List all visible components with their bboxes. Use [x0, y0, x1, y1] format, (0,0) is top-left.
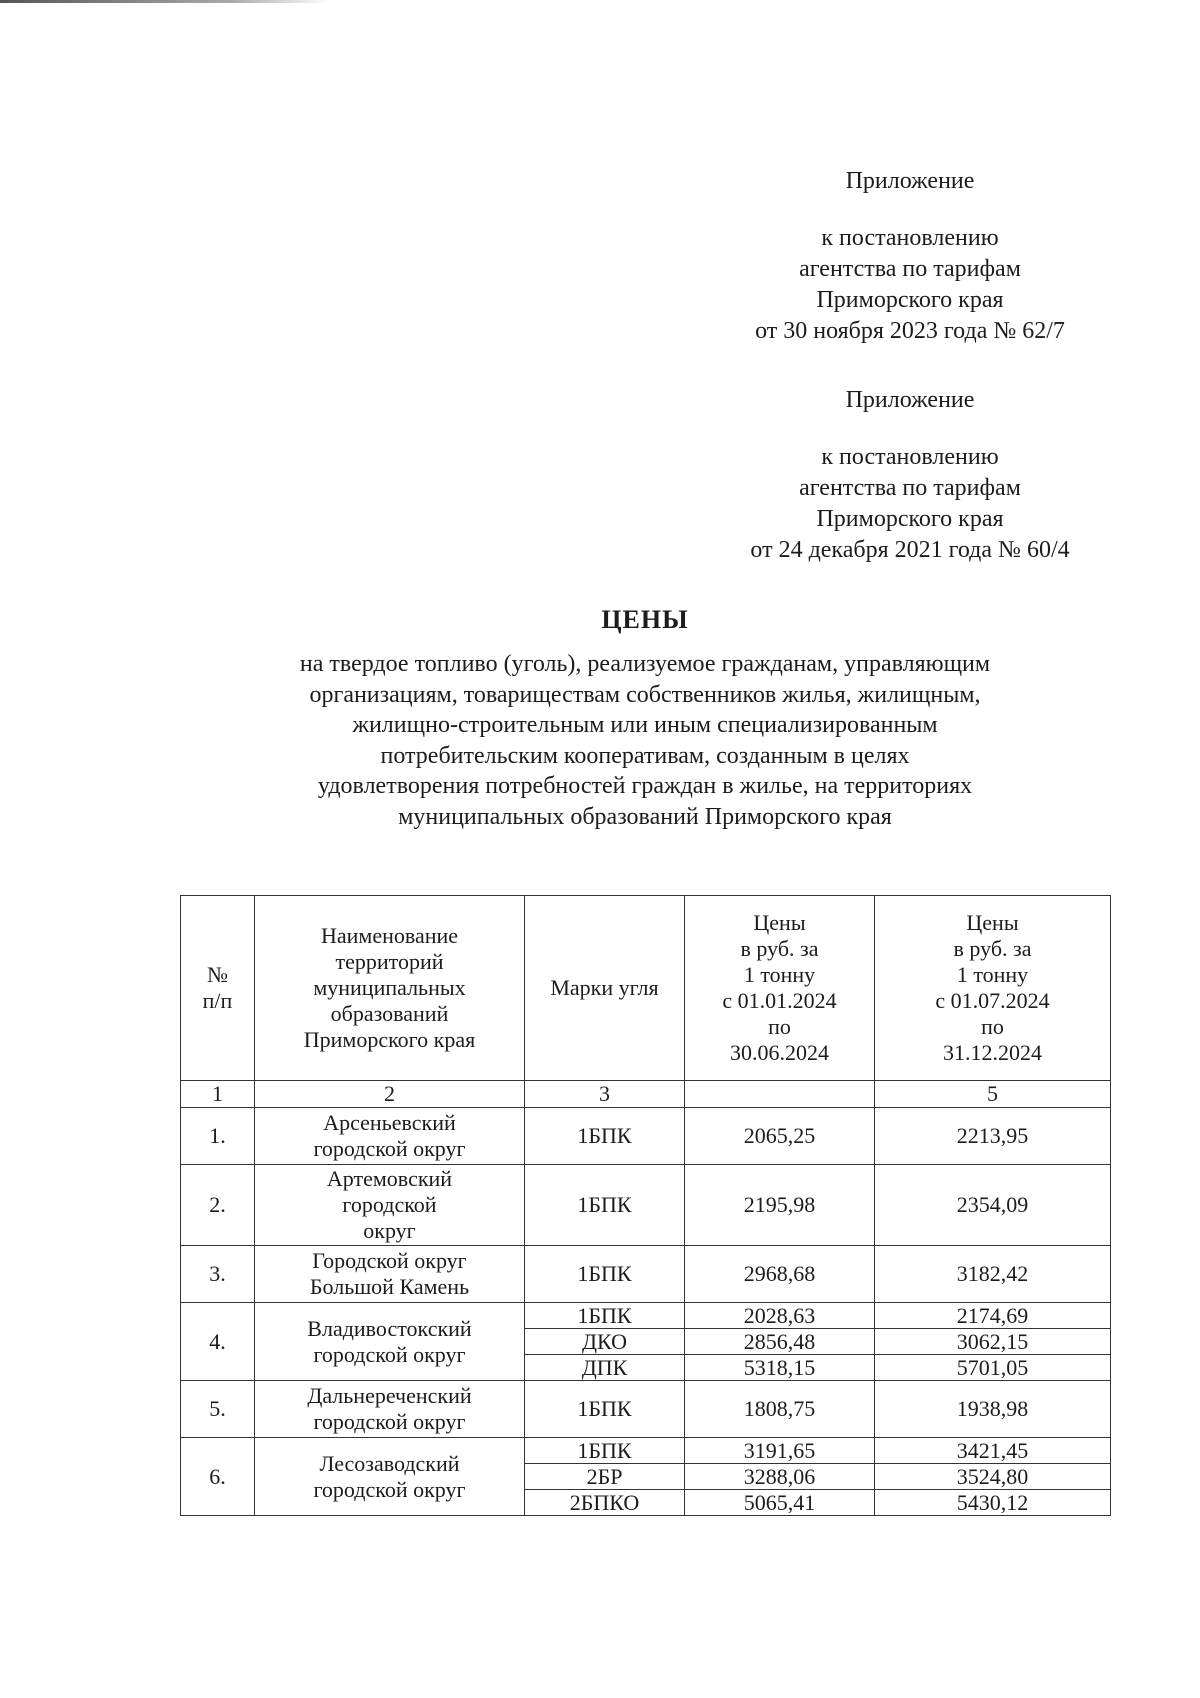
- price-h2: 3182,42: [875, 1246, 1111, 1303]
- price-h1: 5318,15: [685, 1355, 875, 1381]
- table-row: [181, 1303, 1111, 1329]
- scan-edge-mark: [0, 0, 330, 3]
- coal-grade: 1БПК: [525, 1438, 685, 1464]
- territory-line: Лесозаводский: [319, 1450, 460, 1476]
- header-line: Приморского края: [303, 1027, 476, 1052]
- price-h2: 2213,95: [875, 1108, 1111, 1165]
- territory-line: Большой Камень: [309, 1274, 470, 1299]
- coal-grade: 1БПК: [525, 1303, 685, 1329]
- header-line: Марки угля: [550, 975, 659, 1000]
- price-h2: 3421,45: [875, 1438, 1111, 1464]
- price-h1: 3288,06: [685, 1464, 875, 1490]
- document-subtitle: [160, 649, 1130, 832]
- header-line: с 01.07.2024: [935, 988, 1050, 1013]
- header-line: в руб. за: [953, 936, 1032, 961]
- column-number: 3: [525, 1081, 685, 1108]
- header-line: Цены: [966, 910, 1019, 935]
- territory-line: городской округ: [313, 1476, 466, 1502]
- appendix-line: от 24 декабря 2021 года № 60/4: [750, 537, 1070, 563]
- price-h2: 1938,98: [875, 1381, 1111, 1438]
- row-number: 5.: [181, 1381, 255, 1438]
- territory-line: Городской округ: [312, 1248, 467, 1273]
- header-line: по: [981, 1014, 1004, 1039]
- header-line: Цены: [753, 910, 806, 935]
- header-line: образований: [330, 1001, 449, 1026]
- table-row: [181, 1165, 1111, 1246]
- header-name: [255, 896, 525, 1081]
- subtitle-line: на твердое топливо (уголь), реализуемое гражданам, управляющим: [299, 651, 991, 677]
- appendix-block-2021: [700, 385, 1120, 566]
- row-number: 6.: [181, 1438, 255, 1516]
- territory-line: городской округ: [313, 1136, 466, 1161]
- subtitle-line: жилищно-строительным или иным специализированным: [352, 712, 938, 738]
- price-h1: 2195,98: [685, 1165, 875, 1246]
- subtitle-line: организациям, товариществам собственников жилья, жилищным,: [309, 681, 981, 708]
- appendix-block-2023: [700, 166, 1120, 347]
- territory-name: [255, 1438, 525, 1516]
- territory-line: городской округ: [313, 1409, 466, 1434]
- price-h2: 5701,05: [875, 1355, 1111, 1381]
- territory-name: [255, 1165, 525, 1246]
- header-line: Наименование: [320, 923, 459, 948]
- coal-grade: 1БПК: [525, 1246, 685, 1303]
- territory-name: [255, 1108, 525, 1165]
- table-row: [181, 1438, 1111, 1464]
- column-number: 2: [255, 1081, 525, 1108]
- column-number: [685, 1081, 875, 1108]
- coal-grade: 2БР: [525, 1464, 685, 1490]
- header-line: п/п: [202, 988, 233, 1013]
- header-line: 30.06.2024: [730, 1040, 829, 1065]
- coal-grade: ДКО: [525, 1329, 685, 1355]
- table-row: [181, 1246, 1111, 1303]
- row-number: 4.: [181, 1303, 255, 1381]
- header-price-h2: [875, 896, 1111, 1081]
- row-number: 3.: [181, 1246, 255, 1303]
- territory-line: Арсеньевский: [323, 1110, 456, 1135]
- header-line: по: [768, 1014, 791, 1039]
- price-h2: 2354,09: [875, 1165, 1111, 1246]
- header-line: 1 тонну: [956, 962, 1029, 987]
- territory-line: Артемовский: [326, 1166, 453, 1191]
- column-number: 1: [181, 1081, 255, 1108]
- coal-grade: 2БПКО: [525, 1490, 685, 1516]
- header-line: муниципальных: [313, 975, 466, 1000]
- header-line: в руб. за: [740, 936, 819, 961]
- coal-grade: 1БПК: [525, 1165, 685, 1246]
- price-h1: 3191,65: [685, 1438, 875, 1464]
- column-number-row: [181, 1081, 1111, 1108]
- territory-line: Владивостокский: [307, 1315, 472, 1341]
- territory-line: городской округ: [313, 1341, 466, 1367]
- coal-grade: 1БПК: [525, 1108, 685, 1165]
- header-line: 31.12.2024: [943, 1040, 1042, 1065]
- subtitle-line: потребительским кооперативам, созданным в целях: [380, 742, 910, 769]
- price-h2: 2174,69: [875, 1303, 1111, 1329]
- appendix-line: Приморского края: [816, 506, 1004, 532]
- header-num: [181, 896, 255, 1081]
- table-row: [181, 1108, 1111, 1165]
- territory-name: [255, 1303, 525, 1381]
- appendix-line: от 30 ноября 2023 года № 62/7: [755, 318, 1065, 344]
- header-line: №: [207, 962, 228, 987]
- price-h2: 3062,15: [875, 1329, 1111, 1355]
- price-h1: 2856,48: [685, 1329, 875, 1355]
- subtitle-line: удовлетворения потребностей граждан в жилье, на территориях: [317, 773, 973, 799]
- price-h1: 5065,41: [685, 1490, 875, 1516]
- coal-grade: ДПК: [525, 1355, 685, 1381]
- header-price-h1: [685, 896, 875, 1081]
- header-grade: [525, 896, 685, 1081]
- appendix-heading: Приложение: [845, 387, 975, 413]
- appendix-line: агентства по тарифам: [799, 256, 1021, 282]
- territory-name: [255, 1246, 525, 1303]
- appendix-line: к постановлению: [821, 225, 999, 251]
- price-h2: 3524,80: [875, 1464, 1111, 1490]
- document-title: ЦЕНЫ: [601, 605, 689, 634]
- territory-line: Дальнереченский: [307, 1383, 472, 1408]
- coal-prices-table: [180, 895, 1111, 1516]
- price-h1: 2028,63: [685, 1303, 875, 1329]
- territory-line: городской: [342, 1192, 437, 1217]
- row-number: 2.: [181, 1165, 255, 1246]
- territory-name: [255, 1381, 525, 1438]
- row-number: 1.: [181, 1108, 255, 1165]
- table-row: [181, 1381, 1111, 1438]
- price-h1: 2065,25: [685, 1108, 875, 1165]
- header-line: с 01.01.2024: [722, 988, 837, 1013]
- appendix-heading: Приложение: [845, 168, 975, 194]
- table-header-row: [181, 896, 1111, 1081]
- subtitle-line: муниципальных образований Приморского края: [398, 803, 892, 830]
- appendix-line: к постановлению: [821, 444, 999, 470]
- territory-line: округ: [363, 1218, 416, 1243]
- price-h2: 5430,12: [875, 1490, 1111, 1516]
- column-number: 5: [875, 1081, 1111, 1108]
- appendix-line: Приморского края: [816, 287, 1004, 313]
- header-line: территорий: [335, 949, 444, 974]
- coal-grade: 1БПК: [525, 1381, 685, 1438]
- price-h1: 2968,68: [685, 1246, 875, 1303]
- price-h1: 1808,75: [685, 1381, 875, 1438]
- appendix-line: агентства по тарифам: [799, 475, 1021, 501]
- header-line: 1 тонну: [743, 962, 816, 987]
